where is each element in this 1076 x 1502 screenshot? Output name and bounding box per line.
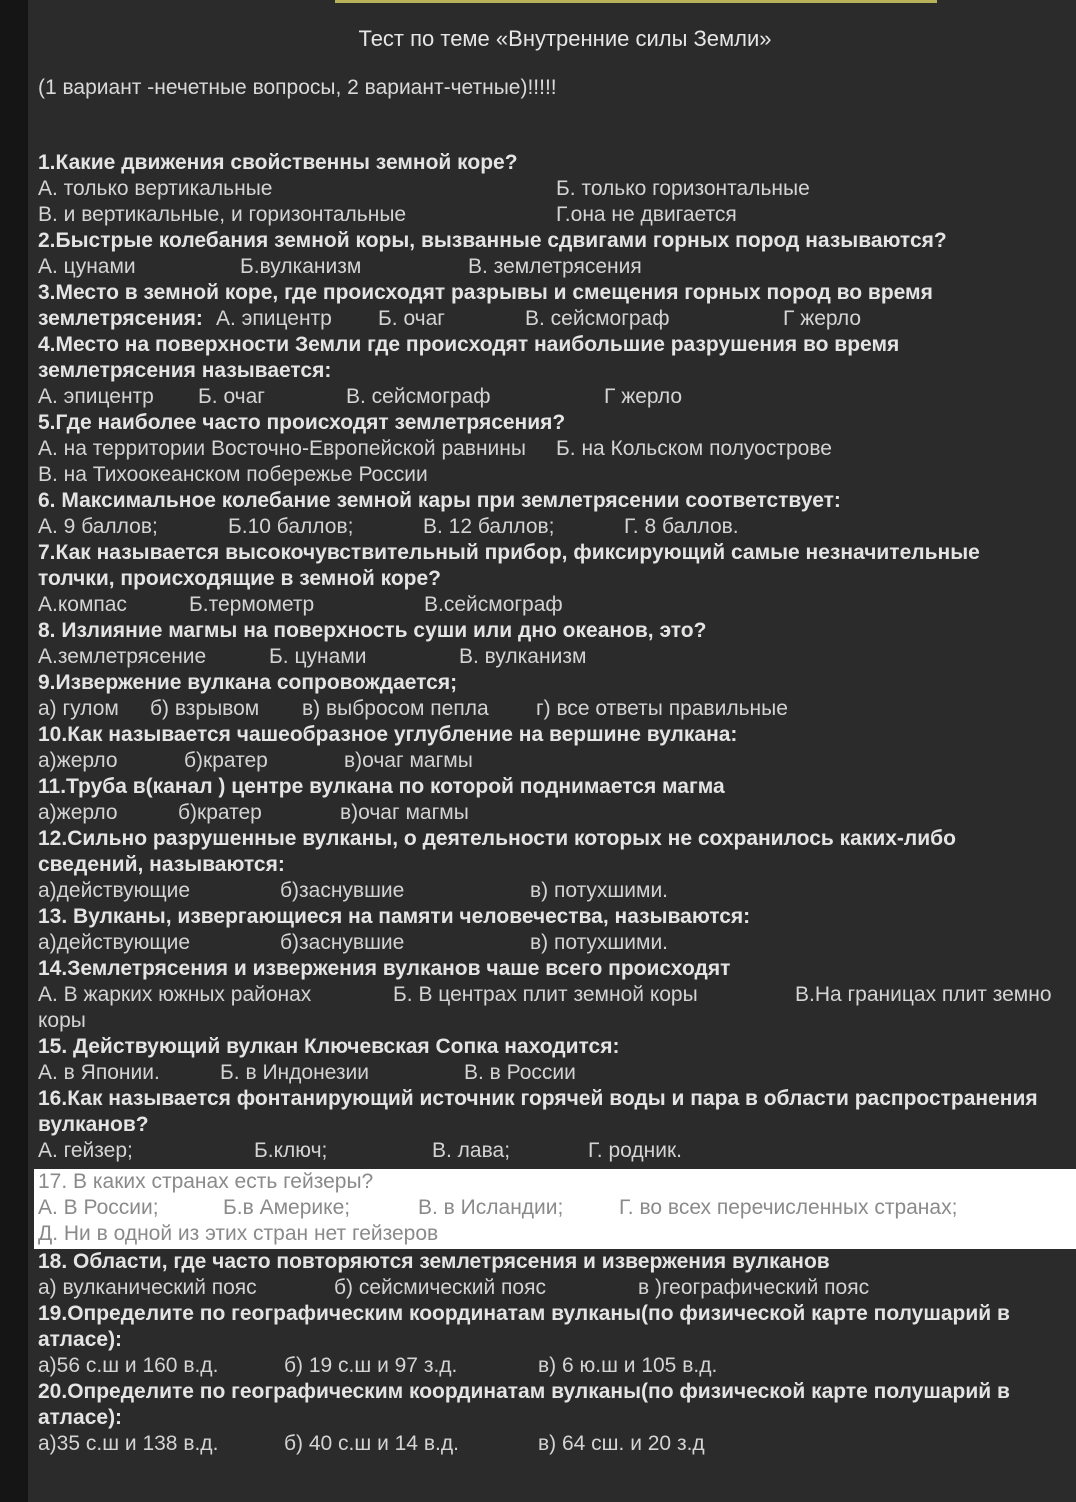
question-text: 14.Землетрясения и извержения вулканов чаше всего происходят xyxy=(38,957,731,980)
question-text: землетрясения называется: xyxy=(38,359,332,382)
question-text: атласе): xyxy=(38,1406,123,1429)
question-line xyxy=(38,332,1076,358)
question-line xyxy=(38,618,1076,644)
answer-option: Д. Ни в одной из этих стран нет гейзеров xyxy=(38,1222,439,1245)
answer-option: б) 19 с.ш и 97 з.д. xyxy=(284,1354,458,1377)
answer-option: А. В России; xyxy=(38,1196,159,1219)
answer-option: а) вулканический пояс xyxy=(38,1276,257,1299)
answer-option: а)действующие xyxy=(38,879,191,902)
answer-option: в)очаг магмы xyxy=(340,801,469,824)
answer-option: б) взрывом xyxy=(150,697,260,720)
answer-option: Б. только горизонтальные xyxy=(556,177,810,200)
top-highlight-strip xyxy=(335,0,937,3)
question-line xyxy=(38,1301,1076,1327)
question-text: 18. Области, где часто повторяются землетрясения и извержения вулканов xyxy=(38,1250,830,1273)
answer-options-line xyxy=(38,1431,1076,1457)
question-line xyxy=(38,852,1076,878)
question-line xyxy=(38,670,1076,696)
answer-options-line xyxy=(38,202,1076,228)
question-text: атласе): xyxy=(38,1328,123,1351)
question-line xyxy=(38,956,1076,982)
answer-option: Б. очаг xyxy=(198,385,265,408)
question-line xyxy=(38,280,1076,306)
question-line xyxy=(38,1249,1076,1275)
answer-option: б) 40 с.ш и 14 в.д. xyxy=(284,1432,459,1455)
question-text: 3.Место в земной коре, где происходят разрывы и смещения горных пород во время xyxy=(38,281,933,304)
answer-option: а)действующие xyxy=(38,931,191,954)
document-subtitle: (1 вариант -нечетные вопросы, 2 вариант-четные)!!!!! xyxy=(38,76,557,99)
question-line xyxy=(38,826,1076,852)
answer-option: А. на территории Восточно-Европейской равнины xyxy=(38,437,526,460)
answer-option: б) сейсмический пояс xyxy=(334,1276,546,1299)
answer-option: а)жерло xyxy=(38,801,118,824)
answer-options-line xyxy=(38,800,1076,826)
answer-option: г) все ответы правильные xyxy=(536,697,788,720)
answer-option: В. лава; xyxy=(432,1139,511,1162)
answer-option: а)56 с.ш и 160 в.д. xyxy=(38,1354,219,1377)
answer-options-line xyxy=(38,384,1076,410)
answer-option: В. 12 баллов; xyxy=(423,515,555,538)
answer-option: в) потухшими. xyxy=(530,879,669,902)
answer-option: в )географический пояс xyxy=(638,1276,870,1299)
answer-option: В. вулканизм xyxy=(459,645,587,668)
answer-option: В. и вертикальные, и горизонтальные xyxy=(38,203,407,226)
answer-option: в) выбросом пепла xyxy=(302,697,489,720)
question-text: толчки, происходящие в земной коре? xyxy=(38,567,441,590)
answer-option: В. в России xyxy=(464,1061,576,1084)
answer-options-line xyxy=(38,514,1076,540)
answer-options-line xyxy=(38,1008,1076,1034)
answer-option: А. в Японии. xyxy=(38,1061,160,1084)
question-text: 8. Излияние магмы на поверхность суши или дно океанов, это? xyxy=(38,619,707,642)
question-text: 17. В каких странах есть гейзеры? xyxy=(38,1170,374,1193)
answer-options-line xyxy=(38,176,1076,202)
answer-option: В. сейсмограф xyxy=(525,307,670,330)
question-line xyxy=(38,150,1076,176)
question-line xyxy=(38,566,1076,592)
answer-option: Б.10 баллов; xyxy=(228,515,354,538)
answer-option: Б.вулканизм xyxy=(240,255,362,278)
question-text: 10.Как называется чашеобразное углубление на вершине вулкана: xyxy=(38,723,738,746)
left-dark-edge xyxy=(0,0,28,1502)
answer-option: б)заснувшие xyxy=(280,879,405,902)
answer-options-line xyxy=(38,462,1076,488)
answer-options-line xyxy=(38,436,1076,462)
question-line xyxy=(38,358,1076,384)
answer-option: В. в Исландии; xyxy=(418,1196,564,1219)
question-text: 6. Максимальное колебание земной кары при землетрясении соответствует: xyxy=(38,489,841,512)
question-text: 13. Вулканы, извергающиеся на памяти человечества, называются: xyxy=(38,905,751,928)
answer-options-line xyxy=(38,592,1076,618)
question-text: вулканов? xyxy=(38,1113,149,1136)
answer-options-line xyxy=(38,696,1076,722)
answer-option: в)очаг магмы xyxy=(344,749,473,772)
answer-option: Б.ключ; xyxy=(254,1139,328,1162)
answer-option: А. гейзер; xyxy=(38,1139,133,1162)
answer-option: Б.в Америке; xyxy=(223,1196,351,1219)
answer-option: в) потухшими. xyxy=(530,931,669,954)
answer-option: А. цунами xyxy=(38,255,136,278)
answer-option: А. эпицентр xyxy=(216,307,332,330)
question-text: 2.Быстрые колебания земной коры, вызванные сдвигами горных пород называются? xyxy=(38,229,947,252)
answer-option: а)жерло xyxy=(38,749,118,772)
answer-options-line xyxy=(38,644,1076,670)
answer-option: В. на Тихоокеанском побережье России xyxy=(38,463,428,486)
answer-option: А. 9 баллов; xyxy=(38,515,158,538)
answer-option: а)35 с.ш и 138 в.д. xyxy=(38,1432,219,1455)
document-title: Тест по теме «Внутренние силы Земли» xyxy=(358,26,772,51)
answer-option: а) гулом xyxy=(38,697,119,720)
question-line xyxy=(38,1327,1076,1353)
question-line xyxy=(38,540,1076,566)
answer-options-line xyxy=(38,748,1076,774)
question-text: 9.Извержение вулкана сопровождается; xyxy=(38,671,458,694)
answer-option: б)кратер xyxy=(178,801,262,824)
question-text: 15. Действующий вулкан Ключевская Сопка находится: xyxy=(38,1035,620,1058)
highlighted-question xyxy=(38,1169,1076,1247)
question-text: 19.Определите по географическим координатам вулканы(по физической карте полушарий в xyxy=(38,1302,1010,1325)
question-list-tail xyxy=(38,1249,1076,1457)
answer-option: коры xyxy=(38,1009,86,1032)
answer-option: А. только вертикальные xyxy=(38,177,273,200)
question-line xyxy=(38,774,1076,800)
question-text: 1.Какие движения свойственны земной коре? xyxy=(38,151,518,174)
answer-options-line xyxy=(38,254,1076,280)
question-line xyxy=(38,904,1076,930)
question-text: 16.Как называется фонтанирующий источник горячей воды и пара в области распространения xyxy=(38,1087,1038,1110)
answer-option: Б. цунами xyxy=(269,645,367,668)
answer-option: Б. очаг xyxy=(378,307,445,330)
question-line xyxy=(38,410,1076,436)
answer-option: б)кратер xyxy=(184,749,268,772)
answer-option: б)заснувшие xyxy=(280,931,405,954)
answer-option: Г. во всех перечисленных странах; xyxy=(619,1196,958,1219)
answer-options-line xyxy=(38,930,1076,956)
answer-options-line xyxy=(38,1138,1076,1164)
question-text: 20.Определите по географическим координатам вулканы(по физической карте полушарий в xyxy=(38,1380,1010,1403)
question-text: 12.Сильно разрушенные вулканы, о деятельности которых не сохранилось каких-либо xyxy=(38,827,956,850)
answer-option: Г жерло xyxy=(783,307,862,330)
answer-options-line xyxy=(38,1195,1076,1221)
answer-option: А. эпицентр xyxy=(38,385,154,408)
answer-option: Г.она не двигается xyxy=(556,203,737,226)
answer-option: В. сейсмограф xyxy=(346,385,491,408)
answer-option: А. В жарких южных районах xyxy=(38,983,312,1006)
answer-option: А.землетрясение xyxy=(38,645,207,668)
answer-option: В. землетрясения xyxy=(468,255,642,278)
question-text: 7.Как называется высокочувствительный прибор, фиксирующий самые незначительные xyxy=(38,541,980,564)
question-text: 4.Место на поверхности Земли где происходят наибольшие разрушения во время xyxy=(38,333,900,356)
question-list xyxy=(38,150,1076,1164)
answer-option: В.На границах плит земно xyxy=(795,983,1052,1006)
question-text: 11.Труба в(канал ) центре вулкана по которой поднимается магма xyxy=(38,775,725,798)
answer-options-line xyxy=(38,878,1076,904)
question-line xyxy=(38,722,1076,748)
question-line xyxy=(38,488,1076,514)
question-line xyxy=(38,228,1076,254)
answer-options-line xyxy=(38,1060,1076,1086)
answer-option: В.сейсмограф xyxy=(424,593,563,616)
answer-option: Б. на Кольском полуострове xyxy=(556,437,832,460)
answer-options-line xyxy=(38,306,1076,332)
answer-option: в) 64 сш. и 20 з.д xyxy=(538,1432,705,1455)
answer-options-line xyxy=(38,1353,1076,1379)
answer-option: Г. 8 баллов. xyxy=(624,515,739,538)
answer-options-line xyxy=(38,982,1076,1008)
answer-option: Б.термометр xyxy=(189,593,315,616)
answer-option: Б. в Индонезии xyxy=(220,1061,369,1084)
question-line xyxy=(38,1379,1076,1405)
question-text: сведений, называются: xyxy=(38,853,285,876)
question-text: 5.Где наиболее часто происходят землетрясения? xyxy=(38,411,566,434)
question-line xyxy=(38,1086,1076,1112)
answer-option: в) 6 ю.ш и 105 в.д. xyxy=(538,1354,718,1377)
answer-option: Г жерло xyxy=(604,385,683,408)
answer-option: Б. В центрах плит земной коры xyxy=(393,983,698,1006)
answer-option: А.компас xyxy=(38,593,127,616)
question-line xyxy=(38,1405,1076,1431)
question-text: землетрясения: xyxy=(38,307,203,330)
answer-option: Г. родник. xyxy=(588,1139,682,1162)
answer-options-line xyxy=(38,1221,1076,1247)
question-line xyxy=(38,1034,1076,1060)
answer-options-line xyxy=(38,1275,1076,1301)
question-line xyxy=(38,1169,1076,1195)
question-line xyxy=(38,1112,1076,1138)
